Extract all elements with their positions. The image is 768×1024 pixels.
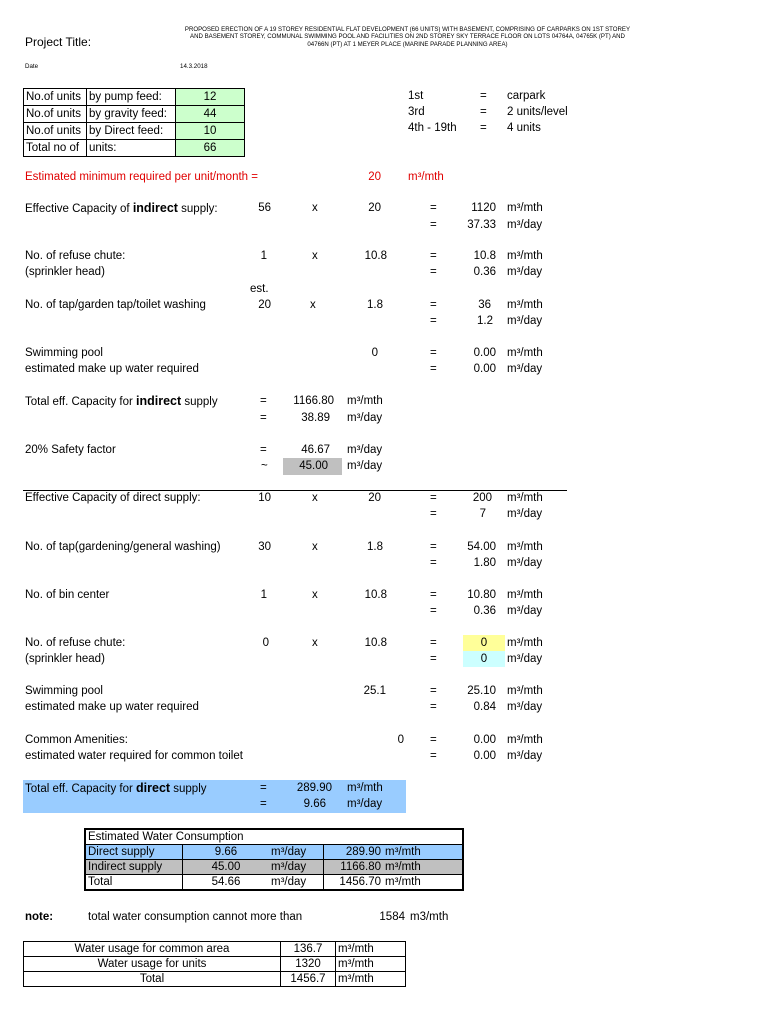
direct-total-label: Total eff. Capacity for direct supply	[25, 781, 207, 795]
consumption-mth: 1166.80	[324, 860, 384, 875]
unit-mth: m³/mth	[507, 299, 543, 311]
indirect-cap-a: 56	[258, 202, 271, 214]
direct-total-mth: 289.90	[296, 782, 332, 794]
unit-mth: m³/mth	[507, 637, 543, 649]
times-sign: x	[312, 492, 318, 504]
unit-day: m³/day	[507, 315, 543, 327]
units-label: No.of units	[24, 89, 87, 106]
direct-tap-label: No. of tap(gardening/general washing)	[25, 541, 221, 553]
floor-use: carpark	[507, 90, 546, 102]
project-title-label: Project Title:	[25, 35, 92, 49]
equals-sign: =	[430, 685, 437, 697]
equals-sign: =	[430, 541, 437, 553]
sprinkler-head-label: (sprinkler head)	[25, 653, 105, 665]
pool-b: 0	[371, 347, 378, 359]
unit-day: m³/day	[507, 266, 543, 278]
unit-day: m³/day	[347, 444, 383, 456]
units-value: 44	[176, 106, 245, 123]
equals-sign: =	[430, 266, 437, 278]
pool-day: 0.00	[473, 363, 496, 375]
common-toilet-label: estimated water required for common toilet	[25, 750, 243, 762]
usage-value: 1456.7	[281, 972, 336, 987]
estimate-unit: m³/mth	[408, 171, 444, 183]
safety-factor-label: 20% Safety factor	[25, 444, 116, 456]
floor-use: 2 units/level	[507, 106, 568, 118]
equals-sign: =	[430, 202, 437, 214]
units-feed: units:	[87, 140, 176, 157]
equals-sign: =	[430, 701, 437, 713]
direct-cap-mth: 200	[472, 492, 492, 504]
indirect-cap-day: 37.33	[467, 219, 496, 231]
direct-tap-mth: 54.00	[467, 541, 496, 553]
direct-pool-mth: 25.10	[467, 685, 496, 697]
indirect-total-label: Total eff. Capacity for indirect supply	[25, 394, 218, 408]
consumption-label: Direct supply	[85, 845, 183, 860]
consumption-mth: 1456.70	[324, 875, 384, 891]
table-row	[24, 89, 245, 106]
unit-day: m³/day	[347, 460, 383, 472]
tap-label: No. of tap/garden tap/toilet washing	[25, 299, 206, 311]
direct-cap-b: 20	[368, 492, 381, 504]
times-sign: x	[310, 299, 316, 311]
refuse-b: 10.8	[364, 250, 387, 262]
common-day: 0.00	[473, 750, 496, 762]
usage-label: Water usage for common area	[24, 942, 281, 957]
pool-sub-label: estimated make up water required	[25, 363, 199, 375]
note-unit: m3/mth	[410, 911, 449, 923]
consumption-label: Total	[85, 875, 183, 891]
times-sign: x	[312, 589, 318, 601]
units-value: 12	[176, 89, 245, 106]
equals-sign: =	[430, 605, 437, 617]
refuse-mth: 10.8	[473, 250, 496, 262]
equals-sign: =	[430, 363, 437, 375]
note-value: 1584	[379, 911, 405, 923]
consumption-day: 45.00	[183, 860, 270, 875]
unit-day: m³/day	[507, 557, 543, 569]
consumption-mth-unit: m³/mth	[383, 860, 463, 875]
floor-eq: =	[480, 90, 487, 102]
equals-sign: =	[260, 798, 267, 810]
usage-unit: m³/mth	[336, 957, 406, 972]
consumption-table	[84, 828, 464, 891]
unit-mth: m³/mth	[507, 589, 543, 601]
times-sign: x	[312, 541, 318, 553]
floor-label: 4th - 19th	[408, 122, 457, 134]
usage-unit: m³/mth	[336, 972, 406, 987]
refuse-a: 1	[260, 250, 267, 262]
table-row	[24, 123, 245, 140]
direct-tap-a: 30	[258, 541, 271, 553]
indirect-cap-b: 20	[368, 202, 381, 214]
table-row	[24, 942, 406, 957]
unit-day: m³/day	[347, 412, 383, 424]
units-label: No.of units	[24, 106, 87, 123]
indirect-total-day: 38.89	[301, 412, 330, 424]
unit-day: m³/day	[507, 701, 543, 713]
equals-sign: =	[430, 557, 437, 569]
note-text: total water consumption cannot more than	[88, 911, 303, 923]
pool-label: Swimming pool	[25, 347, 103, 359]
common-amenities-label: Common Amenities:	[25, 734, 128, 746]
units-table	[23, 88, 245, 157]
unit-mth: m³/mth	[507, 347, 543, 359]
table-row	[85, 845, 463, 860]
equals-sign: =	[430, 492, 437, 504]
direct-refuse-a: 0	[262, 637, 269, 649]
equals-sign: =	[430, 637, 437, 649]
unit-day: m³/day	[507, 750, 543, 762]
table-row	[85, 829, 463, 845]
table-row	[85, 875, 463, 891]
table-row	[24, 106, 245, 123]
refuse-day: 0.36	[473, 266, 496, 278]
estimate-value: 20	[368, 171, 381, 183]
times-sign: x	[312, 250, 318, 262]
direct-total-day: 9.66	[303, 798, 326, 810]
floor-eq: =	[480, 106, 487, 118]
direct-refuse-day: 0	[463, 651, 505, 667]
estimate-label: Estimated minimum required per unit/month =	[25, 171, 258, 183]
usage-label: Water usage for units	[24, 957, 281, 972]
direct-tap-b: 1.8	[367, 541, 383, 553]
consumption-day-unit: m³/day	[269, 860, 324, 875]
equals-sign: =	[260, 444, 267, 456]
date-value: 14.3.2018	[180, 63, 208, 70]
consumption-title: Estimated Water Consumption	[85, 829, 463, 845]
units-value: 66	[176, 140, 245, 157]
usage-value: 136.7	[281, 942, 336, 957]
units-value: 10	[176, 123, 245, 140]
equals-sign: =	[430, 734, 437, 746]
bin-day: 0.36	[473, 605, 496, 617]
approx-sign: ~	[261, 460, 268, 472]
unit-day: m³/day	[507, 653, 543, 665]
unit-mth: m³/mth	[507, 541, 543, 553]
refuse-chute-label: No. of refuse chute:	[25, 250, 126, 262]
floor-label: 1st	[408, 90, 424, 102]
bin-a: 1	[260, 589, 267, 601]
table-row	[24, 140, 245, 157]
units-feed: by Direct feed:	[87, 123, 176, 140]
bin-center-label: No. of bin center	[25, 589, 110, 601]
usage-label: Total	[24, 972, 281, 987]
equals-sign: =	[430, 589, 437, 601]
times-sign: x	[312, 202, 318, 214]
unit-day: m³/day	[507, 363, 543, 375]
unit-day: m³/day	[507, 508, 543, 520]
equals-sign: =	[430, 219, 437, 231]
equals-sign: =	[260, 412, 267, 424]
equals-sign: =	[260, 782, 267, 794]
equals-sign: =	[430, 750, 437, 762]
tap-day: 1.2	[477, 315, 493, 327]
safety-factor-value: 46.67	[301, 444, 330, 456]
usage-value: 1320	[281, 957, 336, 972]
bin-mth: 10.80	[467, 589, 496, 601]
direct-capacity-label: Effective Capacity of direct supply:	[25, 492, 201, 504]
table-row	[24, 972, 406, 987]
project-title: PROPOSED ERECTION OF A 19 STOREY RESIDENTIAL FLAT DEVELOPMENT (66 UNITS) WITH BASEMENT, COMPRISING OF CARPARKS ON 1ST STOREY AND BASEMENT STOREY, COMMUNAL SWIMMING POOL AND FACILITIES ON 2ND STOREY SKY TERRACE FLOOR ON LOTS 04764A, 04765K (PT) AND 04766N (PT) AT 1 MEYER PLACE (MARINE PARADE PLANNING AREA)	[184, 26, 631, 48]
unit-mth: m³/mth	[507, 202, 543, 214]
pool-sub-label: estimated make up water required	[25, 701, 199, 713]
consumption-day: 54.66	[183, 875, 270, 891]
equals-sign: =	[430, 653, 437, 665]
equals-sign: =	[260, 395, 267, 407]
floor-eq: =	[480, 122, 487, 134]
table-row	[85, 860, 463, 875]
pool-label: Swimming pool	[25, 685, 103, 697]
pool-mth: 0.00	[473, 347, 496, 359]
consumption-day: 9.66	[183, 845, 270, 860]
unit-day: m³/day	[507, 605, 543, 617]
units-label: No.of units	[24, 123, 87, 140]
unit-mth: m³/mth	[347, 395, 383, 407]
consumption-day-unit: m³/day	[269, 845, 324, 860]
note-label: note:	[25, 911, 54, 923]
units-feed: by pump feed:	[87, 89, 176, 106]
consumption-label: Indirect supply	[85, 860, 183, 875]
unit-mth: m³/mth	[507, 685, 543, 697]
indirect-capacity-label: Effective Capacity of indirect supply:	[25, 201, 218, 215]
direct-refuse-mth: 0	[463, 635, 505, 651]
unit-mth: m³/mth	[347, 782, 383, 794]
equals-sign: =	[430, 508, 437, 520]
unit-day: m³/day	[347, 798, 383, 810]
unit-mth: m³/mth	[507, 492, 543, 504]
direct-tap-day: 1.80	[473, 557, 496, 569]
times-sign: x	[312, 637, 318, 649]
consumption-mth-unit: m³/mth	[383, 845, 463, 860]
direct-cap-day: 7	[479, 508, 486, 520]
refuse-chute-label: No. of refuse chute:	[25, 637, 126, 649]
equals-sign: =	[430, 347, 437, 359]
tap-a: 20	[258, 299, 271, 311]
units-label: Total no of	[24, 140, 87, 157]
equals-sign: =	[430, 299, 437, 311]
tap-b: 1.8	[367, 299, 383, 311]
table-row	[24, 957, 406, 972]
bin-b: 10.8	[364, 589, 387, 601]
safety-factor-rounded: 45.00	[283, 458, 342, 475]
common-mth: 0.00	[473, 734, 496, 746]
unit-day: m³/day	[507, 219, 543, 231]
direct-pool-b: 25.1	[363, 685, 386, 697]
consumption-day-unit: m³/day	[269, 875, 324, 891]
date-label: Date	[25, 63, 39, 70]
equals-sign: =	[430, 250, 437, 262]
unit-mth: m³/mth	[507, 250, 543, 262]
tap-mth: 36	[478, 299, 491, 311]
floor-label: 3rd	[408, 106, 425, 118]
floor-use: 4 units	[507, 122, 541, 134]
indirect-cap-mth: 1120	[471, 202, 496, 214]
direct-cap-a: 10	[258, 492, 271, 504]
direct-refuse-b: 10.8	[364, 637, 387, 649]
usage-unit: m³/mth	[336, 942, 406, 957]
sprinkler-head-label: (sprinkler head)	[25, 266, 105, 278]
common-b: 0	[397, 734, 404, 746]
usage-table	[23, 941, 406, 987]
indirect-total-mth: 1166.80	[293, 395, 334, 407]
equals-sign: =	[430, 315, 437, 327]
consumption-mth: 289.90	[324, 845, 384, 860]
est-label: est.	[250, 283, 269, 295]
consumption-mth-unit: m³/mth	[383, 875, 463, 891]
units-feed: by gravity feed:	[87, 106, 176, 123]
direct-pool-day: 0.84	[473, 701, 496, 713]
unit-mth: m³/mth	[507, 734, 543, 746]
